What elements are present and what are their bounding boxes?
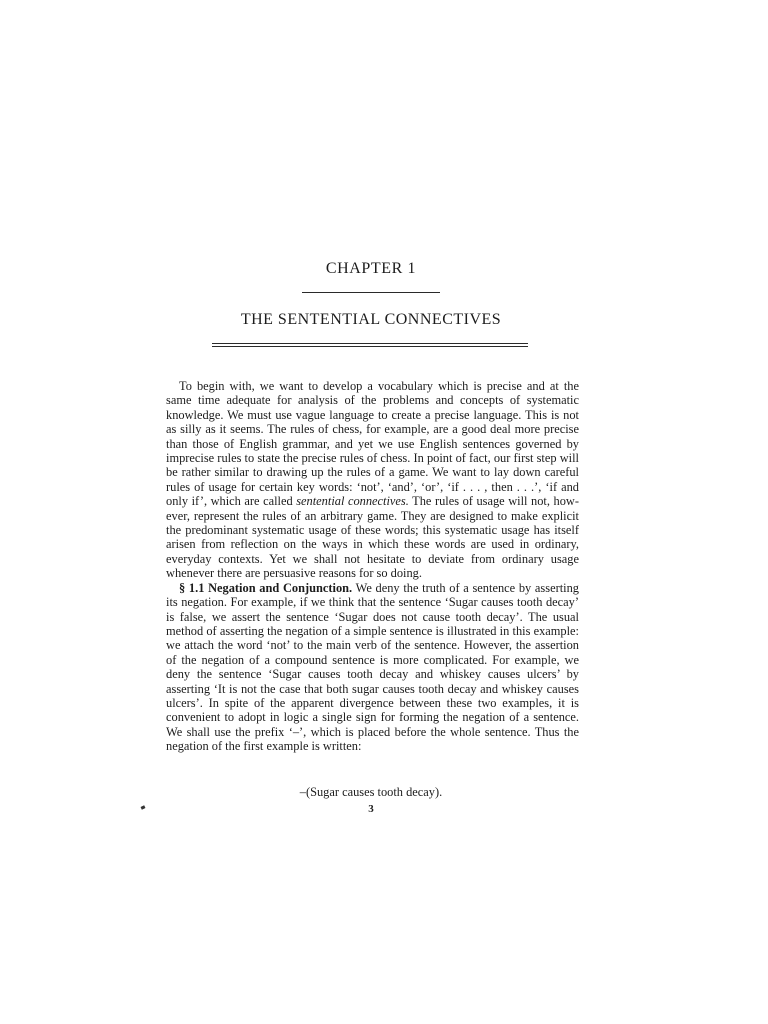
negation-formula: –(Sugar causes tooth decay).: [299, 785, 443, 799]
chapter-divider-rule: [302, 292, 440, 293]
section-text: We deny the truth of a sentence by asserting its negation. For example, if we think that the sentence ‘Sugar causes tooth decay’ is false, we assert the sentence ‘Sugar does not cause tooth decay’. The usual method of asserting the negation of a simple sentence is illustrated in this example: we attach the word ‘not’ to the main verb of the sentence. However, the assertion of the negation of a compound sentence is more complicated. For example, we deny the sentence ‘Sugar causes tooth decay and whiskey causes ulcers’ by asserting ‘It is not the case that both sugar causes tooth decay and whiskey causes ulcers’. In spite of the apparent divergence between these two examples, it is convenient to adopt in logic a single sign for forming the negation of a sentence. We shall use the prefix ‘–’, which is placed before the whole sentence. Thus the negation of the first example is written:: [166, 580, 579, 754]
section-heading: § 1.1 Negation and Conjunction.: [179, 580, 353, 595]
intro-text-part2: The rules of usage will not, however, represent the rules of an arbitrary game. They are designed to make explicit the predominant systematic usage of these words; this systematic usage has itself arisen from reflection on the ways in which these words are used in ordinary, everyday contexts. Yet we shall not hesitate to deviate from ordinary usage whenever there are persuasive reasons for so doing.: [166, 494, 580, 581]
intro-paragraph: [166, 379, 579, 581]
page-number: 3: [368, 803, 374, 815]
sentential-connectives-term: sentential connectives.: [296, 494, 409, 509]
intro-text-part1: To begin with, we want to develop a vocabulary which is precise and at the same time adequate for analysis of the problems and concepts of systematic knowledge. We must use vague language to create a precise language. This is not as silly as it seems. The rules of chess, for example, are a good deal more precise than those of English grammar, and yet we use English sentences governed by imprecise rules to state the precise rules of chess. In point of fact, our first step will be rather similar to drawing up the rules of a game. We want to lay down careful rules of usage for certain key words: ‘not’, ‘and’, ‘or’, ‘if . . . , then . . .’, ‘if and only if’, which are called: [166, 379, 579, 509]
title-double-rule: [212, 343, 528, 347]
chapter-label: CHAPTER 1: [325, 260, 417, 277]
chapter-title: THE SENTENTIAL CONNECTIVES: [240, 311, 502, 328]
section-paragraph: [166, 581, 579, 754]
body-text: [166, 379, 579, 754]
